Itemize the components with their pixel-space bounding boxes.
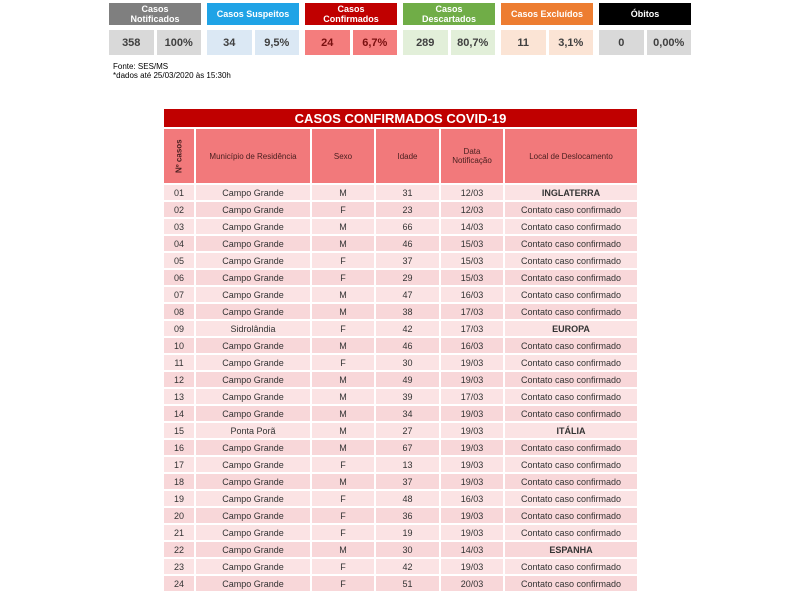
cell-municipio: Campo Grande: [196, 236, 310, 251]
cell-municipio: Campo Grande: [196, 372, 310, 387]
cell-idade: 66: [376, 219, 439, 234]
cell-sexo: F: [312, 576, 374, 591]
cell-data: 17/03: [441, 304, 503, 319]
cell-local: Contato caso confirmado: [505, 372, 637, 387]
cell-idade: 30: [376, 355, 439, 370]
summary-box: [599, 3, 691, 55]
cell-local: Contato caso confirmado: [505, 559, 637, 574]
cell-data: 19/03: [441, 355, 503, 370]
cell-idade: 51: [376, 576, 439, 591]
cell-idade: 13: [376, 457, 439, 472]
cell-data: 19/03: [441, 559, 503, 574]
cell-municipio: Campo Grande: [196, 406, 310, 421]
cell-sexo: M: [312, 236, 374, 251]
summary-box-label: [403, 3, 495, 25]
col-header-sexo: Sexo: [312, 129, 374, 183]
cell-num: 16: [164, 440, 194, 455]
table-row: [164, 236, 637, 251]
cell-municipio: Campo Grande: [196, 457, 310, 472]
cell-idade: 42: [376, 321, 439, 336]
summary-label-line: Casos Suspeitos: [216, 9, 290, 19]
table-row: [164, 474, 637, 489]
cell-sexo: M: [312, 423, 374, 438]
cell-num: 02: [164, 202, 194, 217]
cell-num: 21: [164, 525, 194, 540]
cell-idade: 48: [376, 491, 439, 506]
cell-data: 15/03: [441, 270, 503, 285]
cell-municipio: Campo Grande: [196, 219, 310, 234]
cell-sexo: F: [312, 202, 374, 217]
cell-idade: 31: [376, 185, 439, 200]
cell-municipio: Campo Grande: [196, 389, 310, 404]
cell-data: 19/03: [441, 423, 503, 438]
cell-num: 08: [164, 304, 194, 319]
cell-municipio: Campo Grande: [196, 440, 310, 455]
cell-num: 10: [164, 338, 194, 353]
summary-count: 358: [109, 30, 154, 55]
cell-idade: 42: [376, 559, 439, 574]
table-row: [164, 576, 637, 591]
cell-data: 16/03: [441, 338, 503, 353]
cell-num: 13: [164, 389, 194, 404]
table-row: [164, 372, 637, 387]
table-row: [164, 491, 637, 506]
table-row: [164, 559, 637, 574]
table-row: [164, 219, 637, 234]
summary-box-label: [109, 3, 201, 25]
cell-local: INGLATERRA: [505, 185, 637, 200]
cell-num: 23: [164, 559, 194, 574]
summary-box-label: [305, 3, 397, 25]
table-row: [164, 440, 637, 455]
summary-label-line: Casos: [141, 4, 169, 14]
cell-municipio: Campo Grande: [196, 185, 310, 200]
source-note: [113, 62, 231, 80]
cell-idade: 27: [376, 423, 439, 438]
cell-municipio: Campo Grande: [196, 287, 310, 302]
cell-num: 17: [164, 457, 194, 472]
cell-municipio: Campo Grande: [196, 270, 310, 285]
cell-data: 19/03: [441, 372, 503, 387]
cell-local: Contato caso confirmado: [505, 406, 637, 421]
confirmed-cases-table: [162, 107, 639, 593]
cell-local: Contato caso confirmado: [505, 287, 637, 302]
cell-local: Contato caso confirmado: [505, 457, 637, 472]
col-header-local: Local de Deslocamento: [505, 129, 637, 183]
col-header-municipio: Município de Residência: [196, 129, 310, 183]
cell-sexo: F: [312, 321, 374, 336]
cell-num: 24: [164, 576, 194, 591]
cell-local: ITÁLIA: [505, 423, 637, 438]
table-row: [164, 525, 637, 540]
table-row: [164, 406, 637, 421]
summary-percent: 80,7%: [451, 30, 496, 55]
cell-local: Contato caso confirmado: [505, 491, 637, 506]
cell-local: Contato caso confirmado: [505, 440, 637, 455]
summary-box: [109, 3, 201, 55]
cell-num: 09: [164, 321, 194, 336]
table-row: [164, 542, 637, 557]
summary-count: 0: [599, 30, 644, 55]
cell-data: 15/03: [441, 253, 503, 268]
cell-sexo: F: [312, 559, 374, 574]
cell-sexo: M: [312, 474, 374, 489]
cell-sexo: M: [312, 338, 374, 353]
cell-num: 04: [164, 236, 194, 251]
cell-local: Contato caso confirmado: [505, 474, 637, 489]
cell-idade: 49: [376, 372, 439, 387]
table-title: CASOS CONFIRMADOS COVID-19: [164, 109, 637, 127]
cell-num: 03: [164, 219, 194, 234]
summary-box-label: [501, 3, 593, 25]
cell-local: Contato caso confirmado: [505, 389, 637, 404]
cell-data: 19/03: [441, 457, 503, 472]
cell-municipio: Campo Grande: [196, 542, 310, 557]
cell-data: 16/03: [441, 491, 503, 506]
col-header-num: Nº casos: [164, 129, 194, 183]
col-header-idade: Idade: [376, 129, 439, 183]
cell-local: Contato caso confirmado: [505, 576, 637, 591]
cell-local: Contato caso confirmado: [505, 236, 637, 251]
cell-data: 17/03: [441, 321, 503, 336]
cell-idade: 29: [376, 270, 439, 285]
summary-count: 289: [403, 30, 448, 55]
data-date-line: *dados até 25/03/2020 às 15:30h: [113, 71, 231, 80]
table-row: [164, 457, 637, 472]
cell-municipio: Campo Grande: [196, 253, 310, 268]
summary-box: [207, 3, 299, 55]
cell-num: 19: [164, 491, 194, 506]
cell-sexo: M: [312, 219, 374, 234]
cell-idade: 46: [376, 338, 439, 353]
cell-data: 19/03: [441, 525, 503, 540]
table-row: [164, 321, 637, 336]
cell-data: 14/03: [441, 219, 503, 234]
summary-percent: 100%: [157, 30, 202, 55]
cell-num: 11: [164, 355, 194, 370]
cell-data: 14/03: [441, 542, 503, 557]
cell-local: Contato caso confirmado: [505, 355, 637, 370]
cell-idade: 30: [376, 542, 439, 557]
summary-box: [403, 3, 495, 55]
table-row: [164, 389, 637, 404]
cell-data: 19/03: [441, 508, 503, 523]
summary-count: 34: [207, 30, 252, 55]
summary-count: 24: [305, 30, 350, 55]
table-row: [164, 253, 637, 268]
summary-label-line: Casos Excluídos: [510, 9, 584, 19]
cell-num: 20: [164, 508, 194, 523]
cell-municipio: Campo Grande: [196, 474, 310, 489]
table-row: [164, 185, 637, 200]
cell-municipio: Campo Grande: [196, 525, 310, 540]
cell-local: Contato caso confirmado: [505, 202, 637, 217]
cell-data: 16/03: [441, 287, 503, 302]
cell-municipio: Campo Grande: [196, 508, 310, 523]
cell-data: 19/03: [441, 440, 503, 455]
cell-local: Contato caso confirmado: [505, 525, 637, 540]
cell-local: Contato caso confirmado: [505, 219, 637, 234]
cell-sexo: F: [312, 525, 374, 540]
summary-label-line: Casos: [435, 4, 463, 14]
cell-municipio: Sidrolândia: [196, 321, 310, 336]
table-row: [164, 508, 637, 523]
cell-local: EUROPA: [505, 321, 637, 336]
cell-data: 15/03: [441, 236, 503, 251]
cell-sexo: F: [312, 270, 374, 285]
cell-idade: 46: [376, 236, 439, 251]
cell-local: Contato caso confirmado: [505, 304, 637, 319]
summary-label-line: Casos: [337, 4, 365, 14]
cell-num: 05: [164, 253, 194, 268]
cell-municipio: Campo Grande: [196, 576, 310, 591]
cell-num: 22: [164, 542, 194, 557]
cell-idade: 36: [376, 508, 439, 523]
cell-idade: 38: [376, 304, 439, 319]
cell-data: 12/03: [441, 202, 503, 217]
cell-local: ESPANHA: [505, 542, 637, 557]
cell-num: 14: [164, 406, 194, 421]
cell-local: Contato caso confirmado: [505, 338, 637, 353]
cell-num: 12: [164, 372, 194, 387]
table-row: [164, 304, 637, 319]
cell-municipio: Campo Grande: [196, 355, 310, 370]
summary-percent: 6,7%: [353, 30, 398, 55]
cell-data: 19/03: [441, 406, 503, 421]
cell-idade: 37: [376, 474, 439, 489]
cell-idade: 23: [376, 202, 439, 217]
cell-data: 20/03: [441, 576, 503, 591]
cell-sexo: M: [312, 304, 374, 319]
cell-sexo: M: [312, 287, 374, 302]
cell-municipio: Campo Grande: [196, 491, 310, 506]
table-row: [164, 202, 637, 217]
cell-num: 18: [164, 474, 194, 489]
cell-data: 12/03: [441, 185, 503, 200]
col-header-data: Data Notificação: [441, 129, 503, 183]
cell-data: 19/03: [441, 474, 503, 489]
cell-data: 17/03: [441, 389, 503, 404]
summary-box: [305, 3, 397, 55]
cell-idade: 19: [376, 525, 439, 540]
cell-idade: 47: [376, 287, 439, 302]
summary-label-line: Óbitos: [630, 9, 660, 19]
cell-sexo: M: [312, 542, 374, 557]
cell-municipio: Ponta Porã: [196, 423, 310, 438]
source-line: Fonte: SES/MS: [113, 62, 169, 71]
summary-percent: 3,1%: [549, 30, 594, 55]
cell-idade: 67: [376, 440, 439, 455]
cell-sexo: F: [312, 253, 374, 268]
summary-percent: 9,5%: [255, 30, 300, 55]
cell-sexo: M: [312, 406, 374, 421]
summary-label-line: Notificados: [130, 14, 180, 24]
cell-idade: 37: [376, 253, 439, 268]
cell-municipio: Campo Grande: [196, 338, 310, 353]
cell-num: 15: [164, 423, 194, 438]
cell-idade: 34: [376, 406, 439, 421]
cell-sexo: F: [312, 355, 374, 370]
cell-local: Contato caso confirmado: [505, 253, 637, 268]
summary-label-line: Confirmados: [323, 14, 379, 24]
cell-municipio: Campo Grande: [196, 559, 310, 574]
cell-num: 07: [164, 287, 194, 302]
summary-box: [501, 3, 593, 55]
table-row: [164, 355, 637, 370]
summary-box-label: [599, 3, 691, 25]
cell-sexo: F: [312, 508, 374, 523]
summary-count: 11: [501, 30, 546, 55]
cell-sexo: M: [312, 440, 374, 455]
table-row: [164, 270, 637, 285]
summary-label-line: Descartados: [421, 14, 477, 24]
summary-box-label: [207, 3, 299, 25]
cell-sexo: F: [312, 491, 374, 506]
table-row: [164, 287, 637, 302]
summary-percent: 0,00%: [647, 30, 692, 55]
cell-num: 06: [164, 270, 194, 285]
cell-sexo: M: [312, 372, 374, 387]
table-row: [164, 423, 637, 438]
cell-municipio: Campo Grande: [196, 202, 310, 217]
cell-idade: 39: [376, 389, 439, 404]
cell-sexo: M: [312, 185, 374, 200]
cell-sexo: M: [312, 389, 374, 404]
cell-local: Contato caso confirmado: [505, 508, 637, 523]
cell-municipio: Campo Grande: [196, 304, 310, 319]
cell-local: Contato caso confirmado: [505, 270, 637, 285]
cell-sexo: F: [312, 457, 374, 472]
table-row: [164, 338, 637, 353]
cell-num: 01: [164, 185, 194, 200]
